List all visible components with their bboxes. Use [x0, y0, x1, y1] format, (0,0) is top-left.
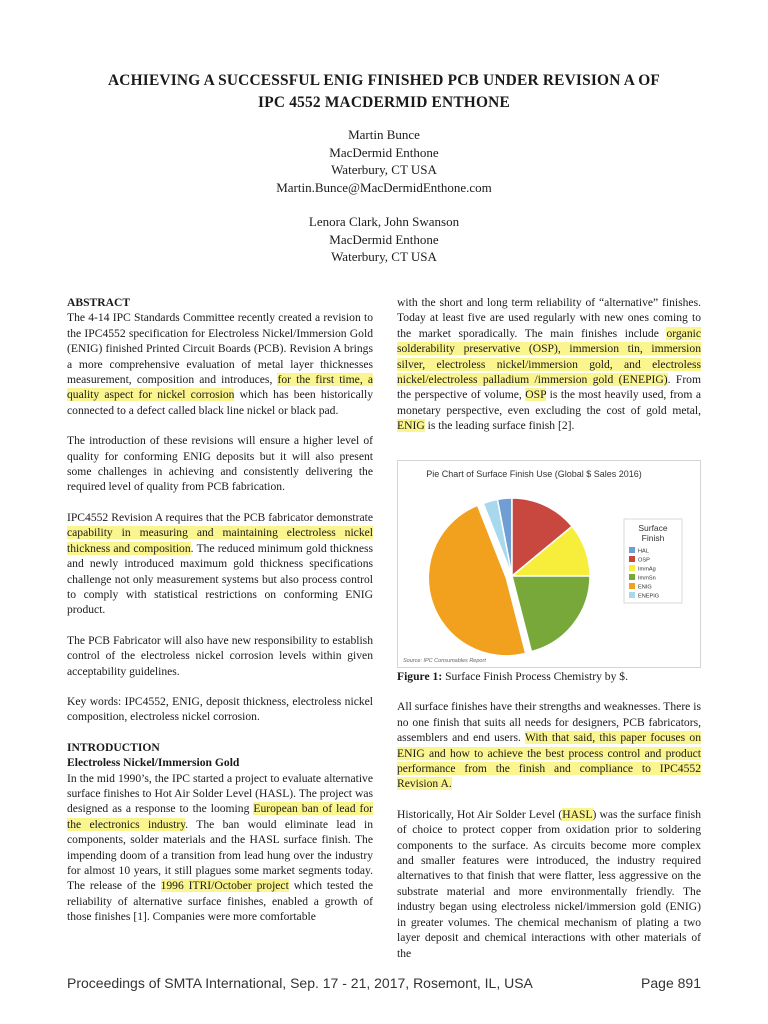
author-affiliation: MacDermid Enthone — [329, 144, 439, 160]
pie-chart-figure — [397, 460, 701, 668]
abstract-paragraph-2: The introduction of these revisions will ensure a higher level of quality for conforming ENIG deposits but it will also present some challenges in achieving and consistently delivering the required level of quality from PCB fabrication. — [67, 434, 373, 494]
legend-swatch-enig — [629, 583, 635, 589]
chart-title: Pie Chart of Surface Finish Use (Global $ Sales 2016) — [426, 469, 642, 479]
legend-swatch-enepig — [629, 592, 635, 598]
legend-swatch-immsn — [629, 574, 635, 580]
page-number: Page 891 — [641, 975, 701, 991]
right-paragraph-3: Historically, Hot Air Solder Level (HASL) was the surface finish of choice to protect copper from oxidation prior to soldering components to the surface. As circuits become more complex and smaller features were introduced, the industry required alternatives to that finish that were flatter, less aggressive on the substrate material and more environmentally friendly. The industry began using electroless nickel/immersion gold (ENIG) in greater volumes. The chemical mechanism of plating a two layer deposit and chemical interactions with other materials of the — [397, 807, 701, 960]
legend-title-line-1: Surface — [638, 523, 668, 533]
legend-swatch-osp — [629, 556, 635, 562]
pie-chart — [398, 461, 700, 667]
author-block-1 — [40, 126, 728, 196]
pie-slices — [428, 498, 590, 656]
author-affiliation: MacDermid Enthone — [329, 231, 439, 247]
author-location: Waterbury, CT USA — [331, 249, 437, 264]
author-location: Waterbury, CT USA — [331, 162, 437, 177]
legend-label-immsn: ImmSn — [638, 575, 656, 582]
legend-label-hal: HAL — [638, 548, 649, 555]
highlight: OSP — [525, 388, 547, 402]
introduction-heading: INTRODUCTION — [67, 740, 160, 754]
legend-label-osp: OSP — [638, 557, 650, 564]
highlight: capability in measuring and maintaining electroless nickel thickness and composition — [67, 526, 373, 555]
abstract-heading: ABSTRACT — [67, 296, 131, 309]
legend-label-immag: ImmAg — [638, 566, 656, 573]
introduction-subheading: Electroless Nickel/Immersion Gold — [67, 756, 240, 770]
introduction-paragraph: In the mid 1990’s, the IPC started a project to evaluate alternative surface finishes to Hot Air Solder Level (HASL). The project was designed as a response to the looming European ban of lead for the electronics industry. The ban would eliminate lead in components, solder materials and the HASL surface finish. The impending doom of a transition from lead hung over the industry for almost 10 years, it still plagues some market segments today. The release of the 1996 ITRI/October project which tested the reliability of alternative surface finishes, enabled a growth of those finishes [1]. Companies were more comfortable — [67, 771, 373, 924]
right-paragraph-2: All surface finishes have their strengths and weaknesses. There is no one finish that suits all needs for designers, PCB fabricators, assemblers and end users. With that said, this paper focuses on ENIG and how to achieve the best process control and product performance from the finish and compliance to IPC4552 Revision A. — [397, 700, 701, 791]
abstract-paragraph-4: The PCB Fabricator will also have new responsibility to establish control of the electroless nickel corrosion levels within given acceptability guidelines. — [67, 633, 373, 678]
highlight: With that said, this paper focuses on ENIG and how to achieve the best process control and product performance from the finish and compliance to IPC4552 Revision A. — [397, 731, 701, 791]
right-column-top — [397, 295, 701, 449]
figure-label: Figure 1: — [397, 670, 443, 683]
legend-label-enig: ENIG — [638, 584, 652, 591]
highlight: 1996 ITRI/October project — [160, 879, 289, 893]
right-column-bottom — [397, 669, 701, 976]
legend-label-enepig: ENEPIG — [638, 593, 660, 600]
title-line-1: ACHIEVING A SUCCESSFUL ENIG FINISHED PCB UNDER REVISION A OF — [107, 72, 661, 89]
page-footer — [67, 975, 701, 991]
author-email: Martin.Bunce@MacDermidEnthone.com — [276, 179, 492, 195]
proceedings-text: Proceedings of SMTA International, Sep. 17 - 21, 2017, Rosemont, IL, USA — [67, 975, 533, 991]
abstract-paragraph-3: IPC4552 Revision A requires that the PCB fabricator demonstrate capability in measuring and maintaining electroless nickel thickness and composition. The reduced minimum gold thickness and newly introduced maximum gold thickness specifications challenge not only measurement systems but also process control to comply with statistical restrictions on conforming ENIG product. — [67, 510, 373, 617]
pie-slice-immsn — [512, 576, 590, 652]
title-line-2: IPC 4552 MACDERMID ENTHONE — [258, 94, 510, 111]
highlight: for the first time, a quality aspect for nickel corrosion — [67, 373, 373, 402]
paper-title — [40, 70, 728, 114]
highlight: organic solderability preservative (OSP), immersion tin, immersion silver, electroless nickel/immersion gold, and electroless nickel/electroless palladium /immersion gold (ENEPIG) — [397, 326, 701, 387]
chart-source: Source: IPC Consumables Report — [403, 658, 486, 664]
highlight: ENIG — [397, 419, 425, 433]
highlight: HASL — [562, 807, 593, 821]
keywords: Key words: IPC4552, ENIG, deposit thickness, electroless nickel composition, electroless nickel corrosion. — [67, 694, 373, 724]
figure-caption: Figure 1: Surface Finish Process Chemistry by $. — [397, 670, 628, 683]
legend-title-line-2: Finish — [641, 533, 665, 543]
author-name: Martin Bunce — [348, 127, 420, 142]
highlight: European ban of lead for the electronics industry — [67, 802, 373, 831]
legend-swatch-immag — [629, 565, 635, 571]
author-block-2 — [40, 213, 728, 266]
right-paragraph-1: with the short and long term reliability of “alternative” finishes. Today at least five are used regularly with new ones coming to the market sporadically. The main finishes include organic solderability preservative (OSP), immersion tin, immersion silver, electroless nickel/immersion gold, and electroless nickel/electroless palladium /immersion gold (ENEPIG). From the perspective of volume, OSP is the most heavily used, from a monetary perspective, even excluding the cost of gold metal, ENIG is the leading surface finish [2]. — [397, 296, 701, 433]
author-names: Lenora Clark, John Swanson — [308, 214, 460, 229]
legend-swatch-hal — [629, 547, 635, 553]
left-column — [67, 295, 373, 940]
abstract-paragraph-1: The 4-14 IPC Standards Committee recently created a revision to the IPC4552 specification for Electroless Nickel/Immersion Gold (ENIG) finished Printed Circuit Boards (PCB). Revision A brings a more comprehensive evaluation of metal layer thicknesses measurement, composition and introduces, for the first time, a quality aspect for nickel corrosion which has been historically connected to a defect called black line nickel or black pad. — [67, 311, 373, 417]
